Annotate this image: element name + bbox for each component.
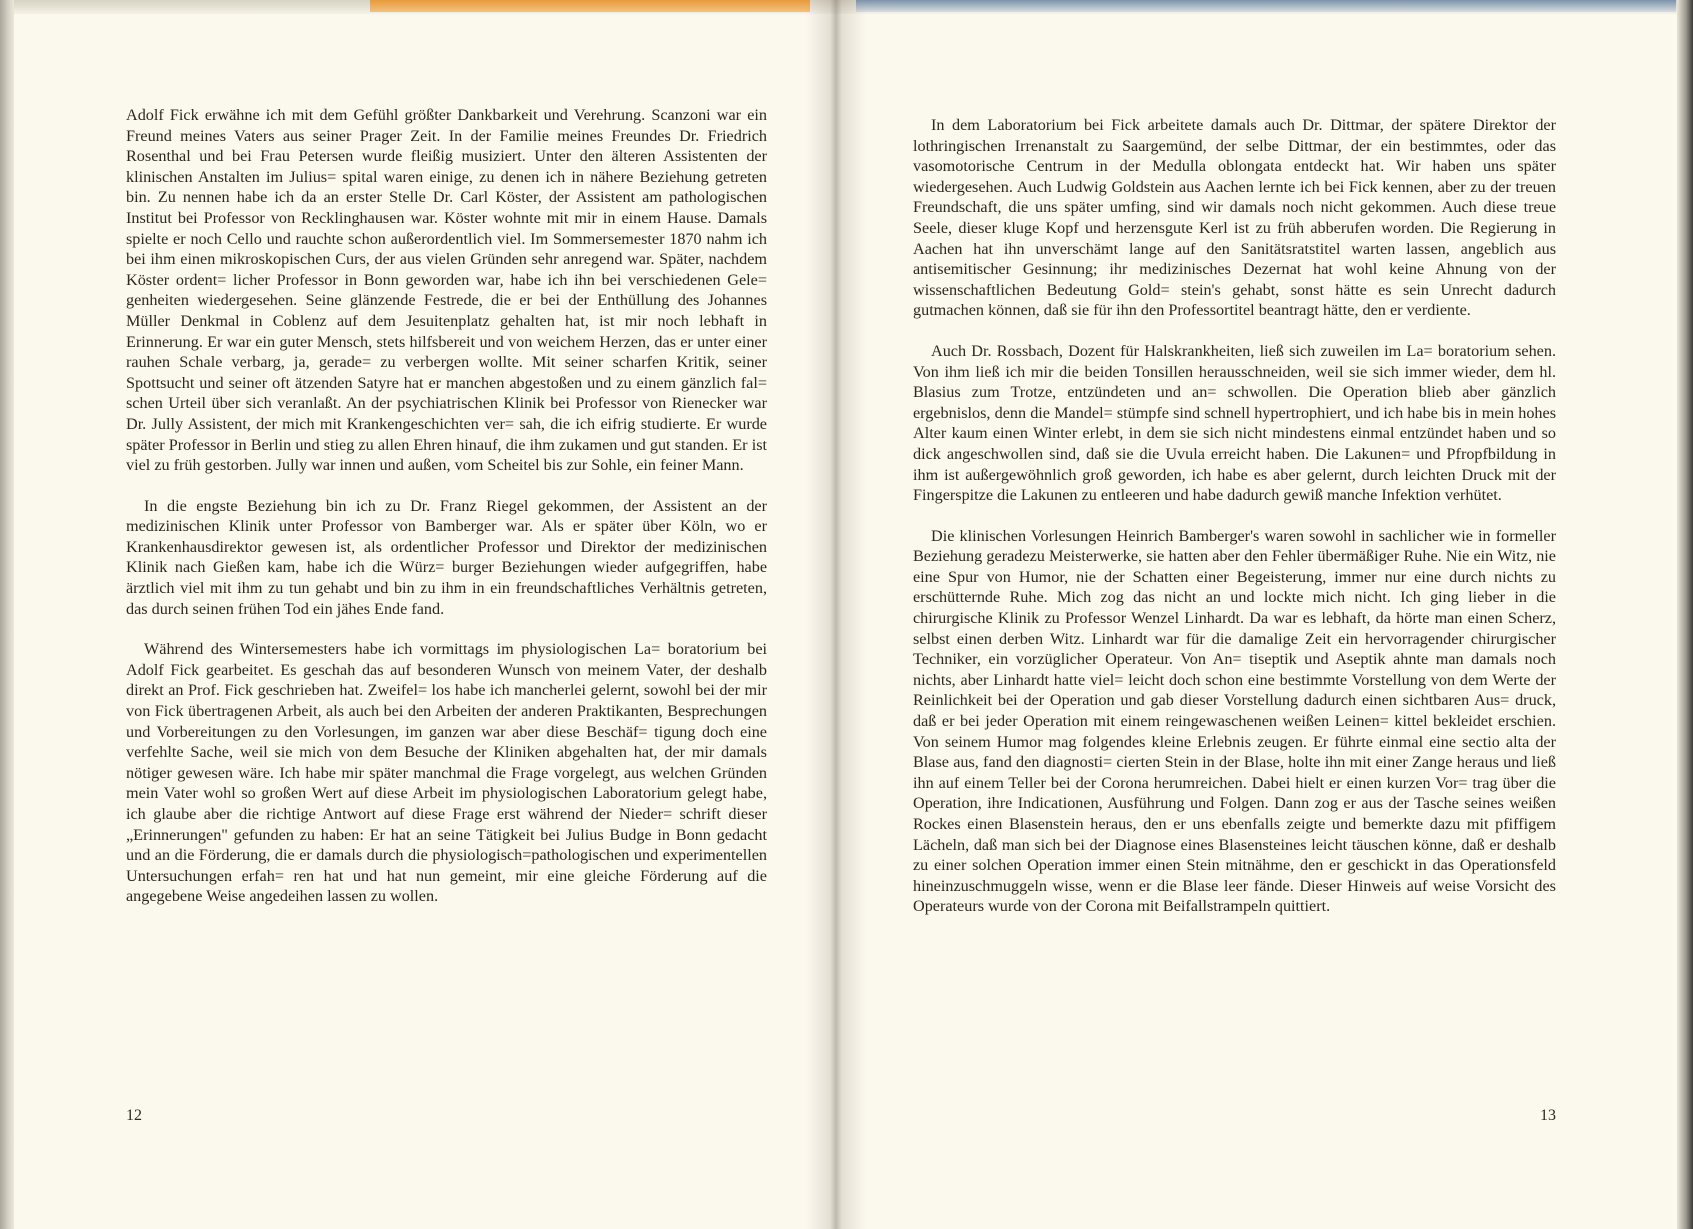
left-page-text (126, 105, 767, 907)
left-page-number: 12 (126, 1107, 142, 1124)
left-paragraph-1: Adolf Fick erwähne ich mit dem Gefühl größter Dankbarkeit und Verehrung. Scanzoni war ein Freund meines Vaters aus seiner Prager Zeit. In der Familie meines Freundes Dr. Friedrich Rosenthal und bei Frau Petersen wurde fleißig musiziert. Unter den älteren Assistenten der klinischen Anstalten im Julius= spital waren einige, zu denen ich in nähere Beziehung getreten bin. Zu nennen habe ich da an erster Stelle Dr. Carl Köster, der Assistent am pathologischen Institut bei Professor von Recklinghausen war. Köster wohnte mit mir in einem Hause. Damals spielte er noch Cello und rauchte schon außerordentlich viel. Im Sommersemester 1870 nahm ich bei ihm einen mikroskopischen Curs, der aus vielen Gründen sehr anregend war. Später, nachdem Köster ordent= licher Professor in Bonn geworden war, habe ich ihn bei verschiedenen Gele= genheiten wiedergesehen. Seine glänzende Festrede, die er bei der Enthüllung des Johannes Müller Denkmal in Coblenz auf dem Jesuitenplatz gehalten hat, ist mir noch lebhaft in Erinnerung. Er war ein guter Mensch, stets hilfsbereit und von weichem Herzen, das er unter einer rauhen Schale verbarg, ja, gerade= zu verbergen wollte. Mit seiner scharfen Kritik, seiner Spottsucht und seiner oft ätzenden Satyre hat er manchen abgestoßen und zu einem gänzlich fal= schen Urteil über sich veranlaßt. An der psychiatrischen Klinik bei Professor von Rienecker war Dr. Jully Assistent, der mich mit Krankengeschichten ver= sah, die ich eifrig studierte. Er wurde später Professor in Berlin und stieg zu allen Ehren hinauf, die ihm zukamen und gut standen. Er ist viel zu früh gestorben. Jully war innen und außen, vom Scheitel bis zur Sohle, ein feiner Mann. (126, 106, 767, 475)
right-paragraph-1: In dem Laboratorium bei Fick arbeitete damals auch Dr. Dittmar, der spätere Direktor der lothringischen Irrenanstalt zu Saargemünd, der selbe Dittmar, der ein bestimmtes, oder das vasomotorische Centrum in der Medulla oblongata entdeckt hat. Wir haben uns später wiedergesehen. Auch Ludwig Goldstein aus Aachen lernte ich bei Fick kennen, aber zu der treuen Freundschaft, die uns später umfing, sind wir damals noch nicht gekommen. Auch diese treue Seele, dieser kluge Kopf und herzensgute Kerl ist zu früh abberufen worden. Die Regierung in Aachen hat ihn unverschämt lange auf den Sanitätsratstitel warten lassen, angeblich aus antisemitischer Gesinnung; ihr medizinisches Dezernat hat wohl keine Ahnung von der wissenschaftlichen Bedeutung Gold= stein's gehabt, sonst hätte es sein Unrecht dadurch gutmachen können, daß sie für ihn den Professortitel beantragt hätte, den er verdiente. (913, 116, 1556, 320)
left-paragraph-2: In die engste Beziehung bin ich zu Dr. Franz Riegel gekommen, der Assistent an der medizinischen Klinik unter Professor von Bamberger war. Als er später über Köln, wo er Krankenhausdirektor gewesen ist, als ordentlicher Professor und Direktor der medizinischen Klinik nach Gießen kam, habe ich die Würz= burger Beziehungen wieder aufgegriffen, habe ärztlich viel mit ihm zu tun gehabt und bin zu ihm in ein freundschaftliches Verhältnis getreten, das durch seinen frühen Tod ein jähes Ende fand. (126, 496, 767, 618)
right-paragraph-3: Die klinischen Vorlesungen Heinrich Bamberger's waren sowohl in sachlicher wie in formeller Beziehung geradezu Meisterwerke, sie hatten aber den Fehler übermäßiger Ruhe. Nie ein Witz, nie eine Spur von Humor, nie der Schatten einer Begeisterung, immer nur eine durch nichts zu erschütternde Ruhe. Mich zog das nicht an und lockte mich nicht. Ich ging lieber in die chirurgische Klinik zu Professor Wenzel Linhardt. Da war es lebhaft, da hörte man einen Scherz, selbst einen derben Witz. Linhardt war für die damalige Zeit ein hervorragender chirurgischer Techniker, ein vorzüglicher Operateur. Von An= tiseptik und Aseptik ahnte man damals noch nichts, aber Linhardt hatte viel= leicht doch schon eine bestimmte Vorstellung von dem Werte der Reinlichkeit bei der Operation und gab dieser Vorstellung dadurch einen sichtbaren Aus= druck, daß er bei jeder Operation mit einem reingewaschenen weißen Leinen= kittel bekleidet erschien. Von seinem Humor mag folgendes kleine Erlebnis zeugen. Er führte einmal eine sectio alta der Blase aus, fand den diagnosti= cierten Stein in der Blase, holte ihn mit einer Zange heraus und ließ ihn auf einem Teller bei der Corona herumreichen. Dabei hielt er einen kurzen Vor= trag über die Operation, ihre Indicationen, Ausführung und Folgen. Dann zog er aus der Tasche seines weißen Rockes einen Blasenstein heraus, den er uns ebenfalls zeigte und bemerkte dazu mit pfiffigem Lächeln, daß man sich bei der Diagnose eines Blasensteines leicht täuschen könne, daß er deshalb zu einer solchen Operation immer einen Stein mitnähme, den er geschickt in das Operationsfeld hineinzuschmuggeln wisse, wenn er die Blase leer fände. Dieser Hinweis auf weise Vorsicht des Operateurs wurde von der Corona mit Beifallstrampeln quittiert. (913, 526, 1556, 916)
left-page-edge (0, 0, 14, 1229)
book-gutter (806, 0, 866, 1229)
blue-background-edge (856, 0, 1676, 12)
right-page-number: 13 (1540, 1107, 1556, 1124)
right-paragraph-2: Auch Dr. Rossbach, Dozent für Halskrankheiten, ließ sich zuweilen im La= boratorium sehen. Von ihm ließ ich mir die beiden Tonsillen herausschneiden, weil sie sich immer wieder, dem hl. Blasius zum Trotze, entzündeten und an= schwollen. Die Operation blieb aber gänzlich ergebnislos, denn die Mandel= stümpfe sind schnell hypertrophiert, und ich habe bis in mein hohes Alter kaum einen Winter erlebt, in dem sie sich nicht mindestens einmal entzündet haben und so dick angeschwollen sind, daß sie die Uvula erreicht haben. Die Lakunen= und Pfropfbildung in ihm ist außergewöhnlich groß geworden, ich habe es aber gelernt, durch leichten Druck mit der Fingerspitze die Lakunen zu entleeren und habe dadurch gewiß manche Infektion verhütet. (913, 341, 1556, 505)
right-page-text (913, 115, 1556, 917)
orange-bookmark-edge (370, 0, 810, 12)
left-paragraph-3: Während des Wintersemesters habe ich vormittags im physiologischen La= boratorium bei Adolf Fick gearbeitet. Es geschah das auf besonderen Wunsch von meinem Vater, der deshalb direkt an Prof. Fick geschrieben hat. Zweifel= los habe ich mancherlei gelernt, sowohl bei der mir von Fick übertragenen Arbeit, als auch bei den Arbeiten der anderen Praktikanten, Besprechungen und Vorbereitungen zu den Vorlesungen, im ganzen war aber diese Beschäf= tigung doch eine verfehlte Sache, weil sie mich von dem Besuche der Kliniken abgehalten hat, der mir damals nötiger gewesen wäre. Ich habe mir später manchmal die Frage vorgelegt, aus welchen Gründen mein Vater wohl so großen Wert auf diese Arbeit im physiologischen Laboratorium gelegt habe, ich glaube aber die richtige Antwort auf diese Frage erst während der Nieder= schrift dieser „Erinnerungen" gefunden zu haben: Er hat an seine Tätigkeit bei Julius Budge in Bonn gedacht und an die Förderung, die er damals durch die physiologisch=pathologischen und experimentellen Untersuchungen erfah= ren hat und hat nun gemeint, mir eine gleiche Förderung auf die angegebene Weise angedeihen lassen zu wollen. (126, 640, 767, 906)
right-page-edge (1677, 0, 1693, 1229)
